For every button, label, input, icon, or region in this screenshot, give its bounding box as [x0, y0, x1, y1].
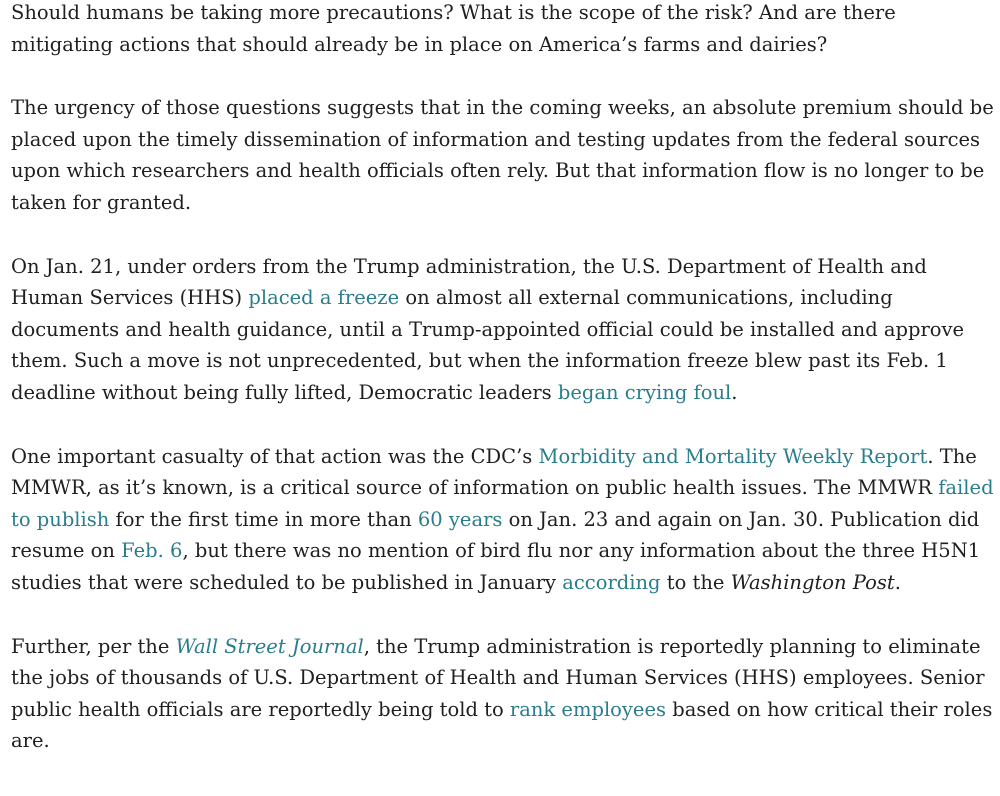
publication-name: Washington Post	[730, 570, 895, 594]
paragraph-text: based on how critical their roles are.	[11, 697, 993, 753]
paragraph-text: on almost all external communications, including documents and health guidance, until a Trump-appointed official could be installed and approve them. Such a move is not unprecedented, but when the information freeze blew past its Feb. 1 deadline without being fully lifted, Democratic leaders	[11, 286, 965, 404]
paragraph-text: . The MMWR, as it’s known, is a critical source of information on public health issues. The MMWR	[11, 444, 977, 500]
paragraph-text: to the	[660, 570, 731, 594]
link-wall-street-journal[interactable]	[176, 635, 364, 658]
link-placed-a-freeze[interactable]: placed a freeze	[248, 286, 400, 310]
link-mmwr[interactable]: Morbidity and Mortality Weekly Report	[538, 444, 928, 468]
link-failed-to-publish[interactable]: failed to publish	[11, 476, 994, 531]
paragraph-text: Should humans be taking more precautions? What is the scope of the risk? And are there mitigating actions that should already be in place on America’s farms and dairies?	[11, 1, 896, 56]
paragraph-text: One important casualty of that action was the CDC’s	[11, 444, 539, 468]
paragraph-hhs-freeze	[11, 251, 995, 409]
paragraph-text: .	[731, 380, 738, 404]
link-began-crying-foul[interactable]: began crying foul	[557, 380, 732, 404]
paragraph-text: for the first time in more than	[109, 507, 418, 531]
paragraph-text: , but there was no mention of bird flu nor any information about the three H5N1 studies that were scheduled to be published in January	[11, 539, 981, 594]
publication-name[interactable]: Wall Street Journal	[175, 634, 364, 658]
paragraph-wsj	[11, 631, 995, 757]
paragraph-text: on Jan. 23 and again on Jan. 30. Publication did resume on	[11, 507, 980, 563]
paragraph-precautions	[11, 0, 995, 60]
paragraph-text: The urgency of those questions suggests that in the coming weeks, an absolute premium should be placed upon the timely dissemination of information and testing updates from the federal sources upon which researchers and health officials often rely. But that information flow is no longer to be taken for granted.	[11, 96, 994, 214]
paragraph-urgency	[11, 92, 995, 218]
link-60-years[interactable]: 60 years	[417, 507, 503, 531]
link-according[interactable]: according	[562, 570, 661, 594]
link-rank-employees[interactable]: rank employees	[509, 697, 667, 721]
paragraph-text: Further, per the	[11, 634, 176, 658]
link-feb-6[interactable]: Feb. 6	[121, 539, 183, 563]
paragraph-mmwr	[11, 441, 995, 599]
paragraph-text: .	[894, 570, 901, 594]
paragraph-text: On Jan. 21, under orders from the Trump administration, the U.S. Department of Health and Human Services (HHS)	[11, 254, 927, 310]
article-body	[11, 0, 995, 789]
paragraph-text: , the Trump administration is reportedly planning to eliminate the jobs of thousands of U.S. Department of Health and Human Services (HHS) employees. Senior public health officials are reportedly being told to	[11, 634, 985, 721]
